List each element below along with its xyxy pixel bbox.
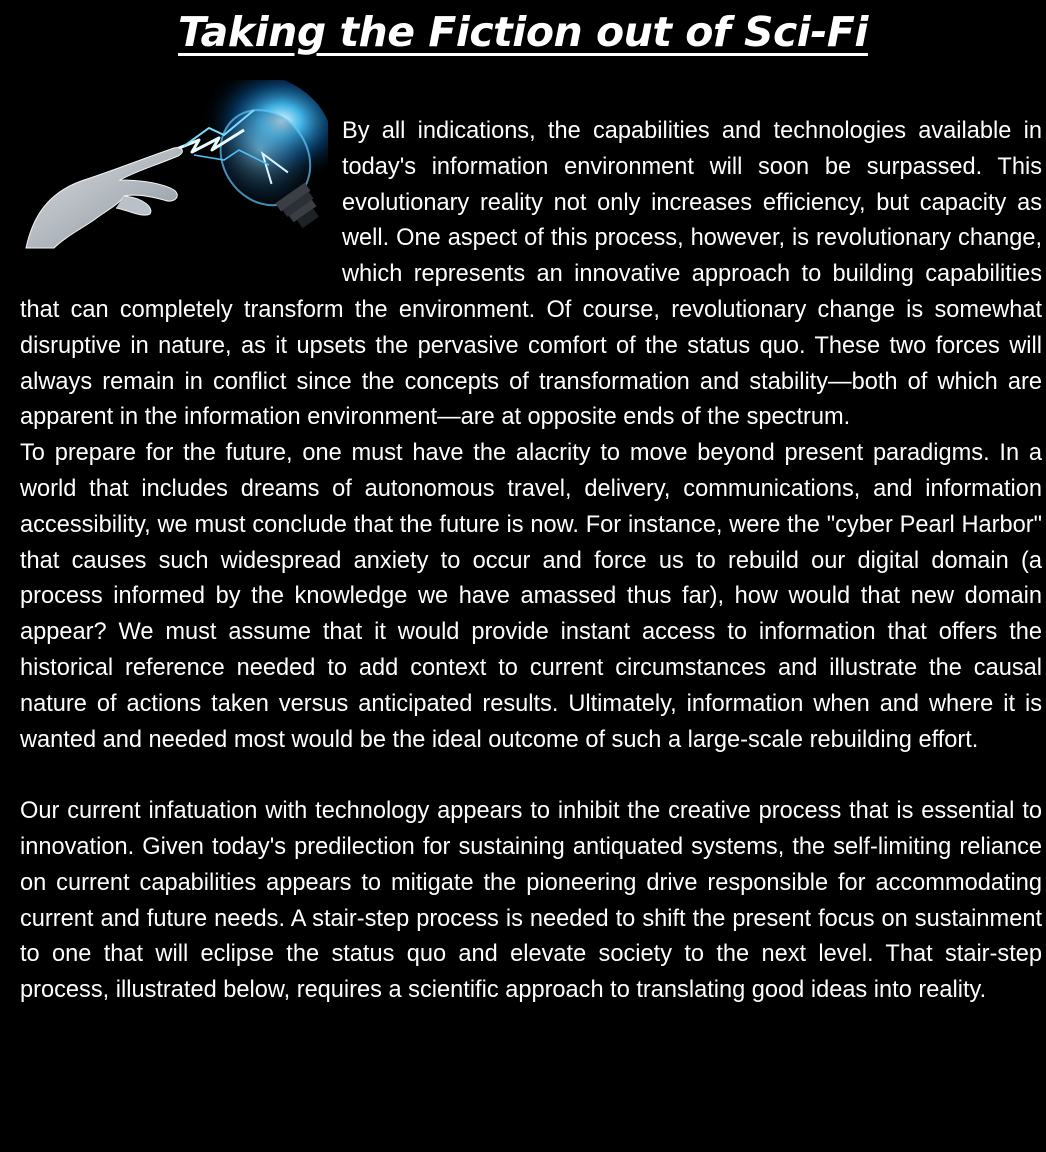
paragraph-2: To prepare for the future, one must have the alacrity to move beyond present paradigms. In a world that includes dreams of autonomous travel, delivery, communications, and information accessibility, we must conclude that the future is now. For instance, were the "cyber Pearl Harbor" that causes such widespread anxiety to occur and force us to rebuild our digital domain (a process informed by the knowledge we have amassed thus far), how would that new domain appear? We must assume that it would provide instant access to information that offers the historical reference needed to add context to current circumstances and illustrate the causal nature of actions taken versus anticipated results. Ultimately, information when and where it is wanted and needed most would be the ideal outcome of such a large-scale rebuilding effort. — [20, 440, 1042, 753]
paragraph-gap — [20, 758, 1042, 794]
article-body — [20, 114, 1042, 1009]
page-title: Taking the Fiction out of Sci-Fi — [178, 8, 868, 56]
paragraph-1: By all indications, the capabilities and technologies available in today's information environment will soon be surpassed. This evolutionary reality not only increases efficiency, but capacity as well. One aspect of this process, however, is revolutionary change, which represents an innovative approach to building capabilities that can completely transform the environment. Of course, revolutionary change is somewhat disruptive in nature, as it upsets the pervasive comfort of the status quo. These two forces will always remain in conflict since the concepts of transformation and stability—both of which are apparent in the information environment—are at opposite ends of the spectrum. — [20, 118, 1042, 431]
paragraph-3: Our current infatuation with technology appears to inhibit the creative process that is essential to innovation. Given today's predilection for sustaining antiquated systems, the self-limiting reliance on current capabilities appears to mitigate the pioneering drive responsible for accommodating current and future needs. A stair-step process is needed to shift the present focus on sustainment to one that will eclipse the status quo and elevate society to the next level. That stair-step process, illustrated below, requires a scientific approach to translating good ideas into reality. — [20, 798, 1042, 1004]
image-wrap-spacer — [20, 114, 342, 258]
